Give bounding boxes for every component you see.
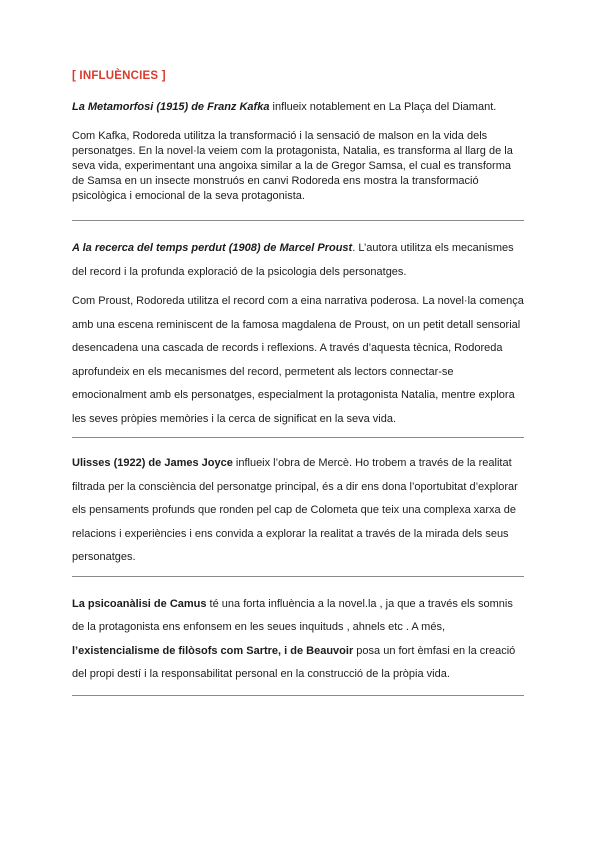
joyce-title: Ulisses (1922) de James Joyce: [72, 457, 233, 469]
divider: [72, 695, 524, 696]
existentialism-title: l’existencialisme de filòsofs com Sartre, i de Beauvoir: [72, 644, 354, 657]
document-page: [72, 70, 524, 696]
camus-paragraph: [72, 593, 524, 687]
proust-title: A la recerca del temps perdut (1908) de Marcel Proust: [72, 242, 353, 254]
kafka-title: La Metamorfosi (1915) de Franz Kafka: [72, 101, 270, 113]
kafka-body: Com Kafka, Rodoreda utilitza la transformació i la sensació de malson en la vida dels personatges. En la novel·la veiem com la protagonista, Natalia, es transforma al llarg de la seva vida, experimentant una angoixa similar a la de Gregor Samsa, el cual es transforma de Samsa en un insecte monstruós en canvi Rodoreda ens mostra la transformació psicològica i emocional de la seva protagonista.: [72, 130, 513, 202]
proust-body: Com Proust, Rodoreda utilitza el record com a eina narrativa poderosa. La novel·la comença amb una escena reminiscent de la famosa magdalena de Proust, on un petit detall sensorial desencadena una cascada de records i reflexions. A través d’aquesta tècnica, Rodoreda aprofundeix en els mecanismes del record, permetent als lectors connectar-se emocionalment amb els personatges, especialment la protagonista Natalia, mentre explora les seves pròpies memòries i la cerca de significat en la seva vida.: [72, 295, 524, 425]
camus-title: La psicoanàlisi de Camus: [72, 597, 207, 610]
proust-intro: [72, 237, 524, 284]
kafka-intro: [72, 100, 524, 115]
joyce-paragraph: [72, 452, 524, 570]
kafka-intro-text: influeix notablement en La Plaça del Diamant.: [269, 101, 497, 113]
section-heading: [ INFLUÈNCIES ]: [72, 70, 166, 82]
existentialism-text: posa un fort èmfasi en la creació del propi destí i la responsabilitat personal en la construcció de la pròpia vida.: [72, 644, 516, 680]
proust-intro-text: . L’autora utilitza els mecanismes del record i la profunda exploració de la psicologia dels personatges.: [72, 242, 514, 278]
joyce-body: influeix l’obra de Mercè. Ho trobem a través de la realitat filtrada per la consciència del personatge principal, és a dir ens dona l’oportubitat d’explorar els pensaments profunds que ronden pel cap de Colometa que teix una complexa xarxa de relacions i experiències i ens convida a explorar la realitat a través de la mirada dels seus personatges.: [72, 457, 518, 563]
camus-text: té una forta influència a la novel.la , ja que a través els somnis de la protagonista ens enfonsem en les seues inquituds , ahnels etc . A més,: [72, 597, 513, 633]
